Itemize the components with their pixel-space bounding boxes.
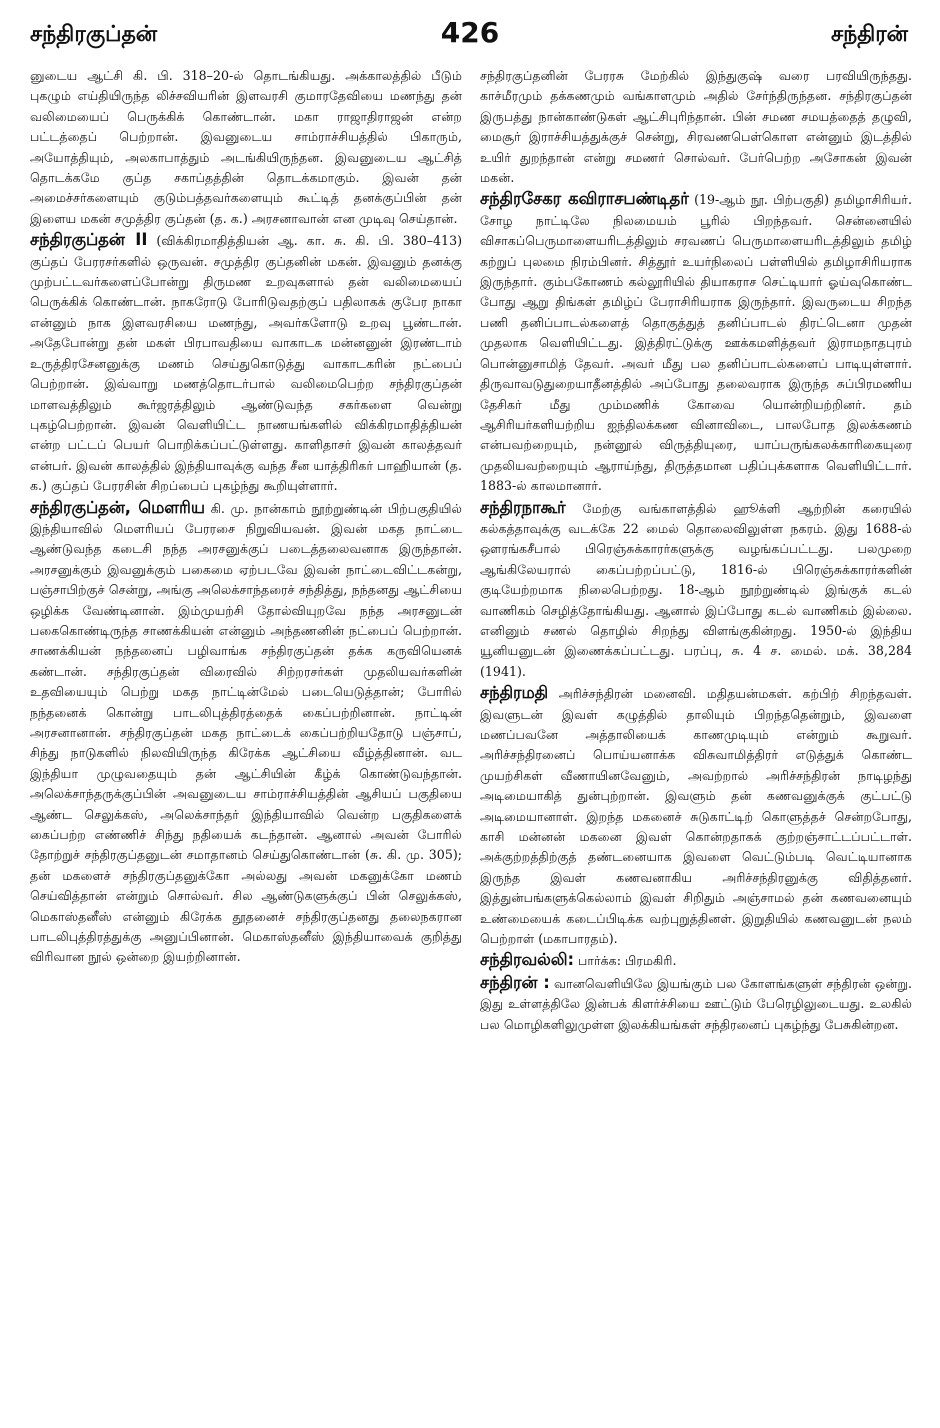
entry-body: கி. மு. நான்காம் நூற்றுண்டின் பிற்பகுதியில் இந்தியாவில் மௌரியப் பேரரசை நிறுவியவன். இவன் மகத நாட்டை ஆண்டுவந்த கடைசி நந்த அரசனுக்குப் படைத்தலைவனாக இருந்தான். அரசனுக்கும் இவனுக்கும் பகைமை ஏற்படவே இவன் நாட்டைவிட்டகன்று, பஞ்சாபிற்குச் சென்று, அங்கு அலெக்சாந்தரைச் சந்தித்து, நந்தனது ஆட்சியை ஒழிக்க வேண்டினான். இம்முயற்சி தோல்வியுறவே நந்த அரசனுடன் பகைகொண்டிருந்த சாணக்கியன் என்னும் அந்தணனின் நட்பைப் பெற்றான். சாணக்கியன் நந்தனைப் பழிவாங்க சந்திரகுப்தன் தக்க கருவியெனக் கண்டான். சந்திரகுப்தன் விரைவில் சிற்றரசர்கள் முதலியவர்களின் உதவியையும் பெற்று மகத நாட்டின்மேல் படையெடுத்தான்; போரில் நந்தனைக் கொன்று பாடலிபுத்திரத்தைக் கைப்பற்றினான். நாட்டின் அரசனானான். சந்திரகுப்தன் மகத நாட்டைக் கைப்பற்றியதோடு பஞ்சாப், சிந்து நாடுகளில் நிலவியிருந்த கிரேக்க ஆட்சியை வீழ்த்தினான். வட இந்தியா முழுவதையும் தன் ஆட்சியின் கீழ்க் கொண்டுவந்தான். அலெக்சாந்தருக்குப்பின் அவனுடைய சாம்ராச்சியத்தின் ஆசியப் பகுதியை ஆண்ட செலுக்கஸ், அலெக்சாந்தர் இந்தியாவில் வென்ற பகுதிகளைக் கைப்பற்ற எண்ணிச் சிந்து நதியைக் கடந்தான். ஆனால் அவன் போரில் தோற்றுச் சந்திரகுப்தனுடன் சமாதானம் செய்துகொண்டான் (சு. கி. மு. 305); தன் மகளைச் சந்திரகுப்தனுக்கோ அல்லது அவன் மகனுக்கோ மணம் செய்வித்தான் என்றும் சொல்வர். சில ஆண்டுகளுக்குப் பின் செலுக்கஸ், மெகாஸ்தனீஸ் என்னும் கிரேக்க தூதனைச் சந்திரகுப்தனது தலைநகரான பாடலிபுத்திரத்துக்கு அனுப்பினான். மெகாஸ்தனீஸ் இந்தியாவைக் குறித்து விரிவான நூல் ஒன்றை இயற்றினான். (30, 500, 462, 965)
entry-heading: சந்திரசேகர கவிராசபண்டிதர் (480, 189, 689, 209)
entry-body: மேற்கு வங்காளத்தில் ஹூக்ளி ஆற்றின் கரையில் கல்கத்தாவுக்கு வடக்கே 22 மைல் தொலைவிலுள்ள நகரம். இது 1688-ல் ஔரங்கசீபால் பிரெஞ்சுக்காரர்களுக்கு வழங்கப்பட்டது. பலமுறை ஆங்கிலேயரால் கைப்பற்றப்பட்டு, 1816-ல் பிரெஞ்சுக்காரர்களின் குடியேற்றமாக நிலைபெற்றது. 18-ஆம் நூற்றுண்டில் இங்குக் கடல் வாணிகம் செழித்தோங்கியது. ஆனால் இப்போது கடல் வாணிகம் இல்லை. எனினும் சணல் தொழில் சிறந்து விளங்குகின்றது. 1950-ல் இந்திய யூனியனுடன் இணைக்கப்பட்டது. பரப்பு, சு. 4 ச. மைல். மக். 38,284 (1941). (480, 500, 912, 679)
right-column (480, 66, 912, 1036)
entry-heading: சந்திரன் : (480, 972, 550, 992)
page-header (0, 0, 940, 64)
entry-heading: சந்திரவல்லி: (480, 950, 575, 970)
entry-chandragupta-ii (30, 230, 462, 496)
entry-chandernagore (480, 498, 912, 683)
continued-paragraph: னுடைய ஆட்சி கி. பி. 318–20-ல் தொடங்கியது. அக்காலத்தில் பீடும் புகழும் எய்தியிருந்த லிச்சவியரின் இளவரசி குமாரதேவியை மணந்து தன் வலிமையைப் பெருக்கிக் கொண்டான். மகா ராஜாதிராஜன் என்ற பட்டத்தைப் பெற்றான். இவனுடைய சாம்ராச்சியத்தில் பிகாரும், அயோத்தியும், அலகாபாத்தும் அடங்கியிருந்தன. இவனுடைய ஆட்சித் தொடக்கமே குப்த சகாப்தத்தின் தொடக்கமாகும். இவன் தன் அமைச்சர்களையும் குடும்பத்தவர்களையும் கூட்டித் தனக்குப்பின் தன் இளைய மகன் சமுத்திர குப்தன் (த. க.) அரசனாவான் என முடிவு செய்தான். (30, 68, 462, 226)
entry-body: (விக்கிரமாதித்தியன் ஆ. கா. சு. கி. பி. 380–413) குப்தப் பேரரசர்களில் ஒருவன். சமுத்திர குப்தனின் மகன். இவனும் தனக்கு முற்பட்டவர்களைப்போன்று திருமண உறவுகளால் தன் வலிமையைப் பெருக்கிக் கொண்டான். நாகரோடு போரிடுவதற்குப் பதிலாகக் குபேர நாகா என்னும் நாக இளவரசியை மணந்து, அவர்களோடு உறவு பூண்டான். அதேபோன்று தன் மகள் பிரபாவதியை வாகாடக மன்னனுன் இரண்டாம் உருத்திரசேனனுக்கு மணம் செய்துகொடுத்து வாகாடகரின் நட்பைப் பெற்றான். இவ்வாறு மணத்தொடர்பால் வலிமைபெற்ற சந்திரகுப்தன் மாளவத்திலும் கூர்ஜரத்திலும் ஆண்டுவந்த சகர்களை வென்று புகழ்பெற்றான். இவன் வெளியிட்ட நாணயங்களில் விக்கிரமாதித்தியன் என்ற பட்டப் பெயர் பொறிக்கப்பட்டுள்ளது. காளிதாசர் இவன் காலத்தவர் என்பர். இவன் காலத்தில் இந்தியாவுக்கு வந்த சீன யாத்திரிகர் பாஹியான் (த. க.) குப்தப் பேரரசின் சிறப்பைப் புகழ்ந்து கூறியுள்ளார். (30, 233, 462, 494)
entry-chandran (480, 973, 912, 1035)
continued-paragraph: சந்திரகுப்தனின் பேரரசு மேற்கில் இந்துகுஷ் வரை பரவியிருந்தது. காச்மீரமும் தக்கணமும் வங்காளமும் அதில் சேர்ந்திருந்தன. சந்திரகுப்தன் இருபத்து நான்காண்டுகள் ஆட்சிபுரிந்தான். பின் சமண சமயத்தைத் தழுவி, மைசூர் இராச்சியத்துக்குச் சென்று, சிரவணபெள்கொள என்னும் இடத்தில் உயிர் துறந்தான் என்று சமணர் சொல்வர். பேர்பெற்ற அசோகன் இவன் மகன். (480, 68, 912, 186)
entry-chandramati (480, 683, 912, 949)
entry-body: (19-ஆம் நூ. பிற்பகுதி) தமிழாசிரியர். சோழ நாட்டிலே நிலமையம் பூரில் பிறந்தவர். சென்னையில் விசாகப்பெருமாளையரிடத்திலும் சரவணப் பெருமாளையரிடத்திலும் தமிழ் கற்றுப் புலமை நிரம்பினர். சித்தூர் உயர்நிலைப் பள்ளியில் தமிழாசிரியராக இருந்தார். கும்பகோணம் கல்லூரியில் தியாகராச செட்டியார் ஓய்வுகொண்ட போது ஆறு திங்கள் தமிழ்ப் பேராசிரியராக இருந்தார். இவருடைய சிறந்த பணி தனிப்பாடல்களைத் தொகுத்துத் தனிப்பாடல் திரட்டெனா முதன் முதலாக வெளியிட்டது. இத்திரட்டுக்கு ஊக்கமளித்தவர் இராமநாதபுரம் பொன்னுசாமித் தேவர். அவர் மீது பல தனிப்பாடல்களைப் பாடியுள்ளார். திருவாவடுதுறையாதீனத்தில் அப்போது தலைவராக இருந்த சுப்பிரமணிய தேசிகர் மீது மும்மணிக் கோவை யொன்றியற்றினர். தம் ஆசிரியர்களியற்றிய ஐந்திலக்கண வினாவிடை, பாலபோத இலக்கணம் என்பவற்றையும், நன்னூல் விருத்தியுரை, யாப்பருங்கலக்காரிகையுரை முதலியவற்றையும் ஆராய்ந்து, திருத்தமான பதிப்புக்களாக வெளியிட்டார். 1883-ல் காலமானார். (480, 192, 912, 494)
entry-chandragupta-maurya (30, 498, 462, 968)
header-left-keyword: சந்திரகுப்தன் (30, 22, 158, 47)
entry-heading: சந்திரகுப்தன் II (30, 230, 148, 250)
entry-chandrasekhara (480, 189, 912, 496)
entry-body: வானவெளியிலே இயங்கும் பல கோளங்களுள் சந்திரன் ஒன்று. இது உள்ளத்திலே இன்பக் கிளர்ச்சியை ஊட்டும் பேரெழிலுடையது. உலகில் பல மொழிகளிலுமுள்ள இலக்கியங்கள் சந்திரனைப் புகழ்ந்து பேசுகின்றன. (480, 975, 913, 1032)
entry-heading: சந்திரநாகூர் (480, 497, 566, 517)
entry-heading: சந்திரகுப்தன், மௌரிய (30, 497, 205, 517)
left-column (30, 66, 462, 969)
entry-chandravalli (480, 950, 912, 971)
header-right-keyword: சந்திரன் (830, 22, 908, 47)
page-number: 426 (440, 16, 500, 49)
entry-body: பார்க்க: பிரமகிரி. (578, 953, 677, 969)
entry-heading: சந்திரமதி (480, 683, 549, 703)
entry-body: அரிச்சந்திரன் மனைவி. மதிதயன்மகள். கற்பிற் சிறந்தவள். இவளுடன் இவள் கழுத்தில் தாலியும் பிறந்ததென்றும், இவளை மணப்பவனே அத்தாலியைக் காணமுடியும் என்றும் கூறுவர். அரிச்சந்திரனைப் பொய்யனாக்க விசுவாமித்திரர் எடுத்துக் கொண்ட முயற்சிகள் வீணாயினவேனும், அவற்றால் அரிச்சந்திரன் நாடிழந்து அடிமையாகித் துன்புற்றான். இவளும் தன் கணவனுக்குக் குட்பட்டு அடிமையானாள். இறந்த மகனைச் சுடுகாட்டிற் கொளுத்தச் சென்றபோது, காசி மன்னன் மகனை இவள் கொன்றதாகக் குற்றஞ்சாட்டப்பட்டாள். அக்குற்றத்திற்குத் தண்டனையாக இவளை வெட்டும்படி வெட்டியானாக இருந்த இவள் கணவனாகிய அரிச்சந்திரனுக்கு விதித்தனர். இத்துன்பங்களுக்கெல்லாம் இவள் சிறிதும் அஞ்சாமல் தன் கணவனையும் உண்மையைக் கடைப்பிடிக்க வற்புறுத்தினள். இறுதியில் கணவனுடன் நலம் பெற்றாள் (மகாபாரதம்). (480, 686, 912, 947)
